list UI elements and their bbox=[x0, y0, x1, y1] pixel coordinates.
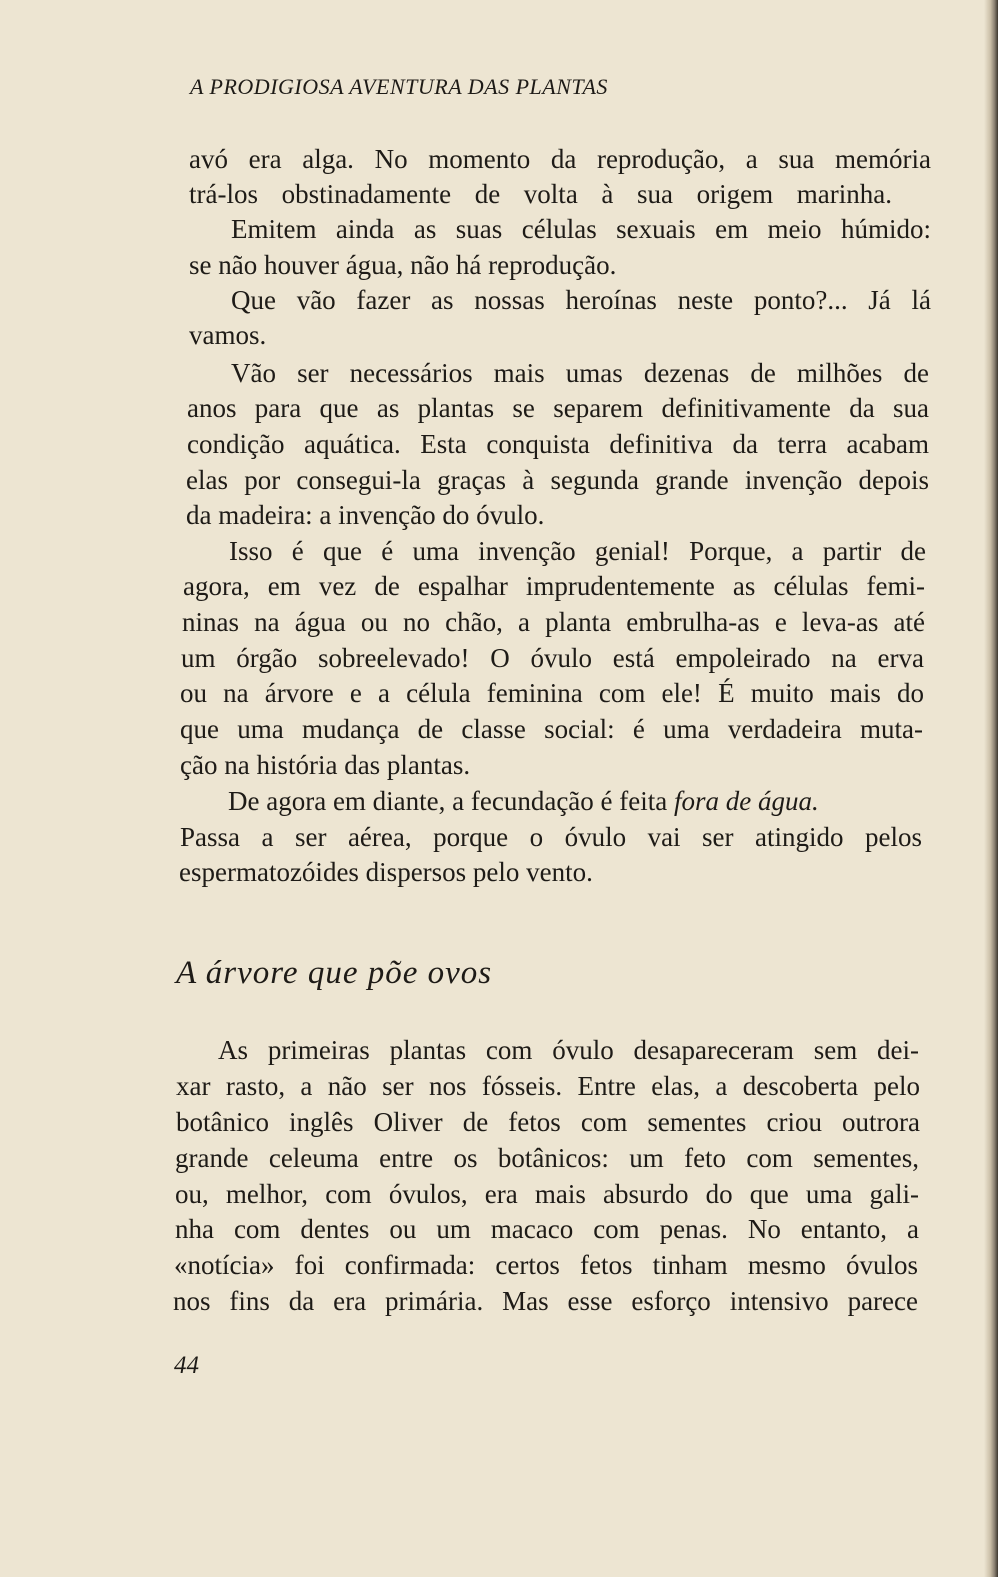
text-line: Que vão fazer as nossas heroínas neste ponto?... Já lá bbox=[231, 285, 931, 315]
text-line: xar rasto, a não ser nos fósseis. Entre elas, a descoberta pelo bbox=[176, 1071, 920, 1101]
text-line: ou na árvore e a célula feminina com ele! É muito mais do bbox=[180, 678, 924, 708]
section-heading: A árvore que põe ovos bbox=[176, 955, 493, 991]
running-head: A PRODIGIOSA AVENTURA DAS PLANTAS bbox=[190, 74, 608, 99]
text-line: ou, melhor, com óvulos, era mais absurdo do que uma gali- bbox=[175, 1179, 919, 1209]
text-line: da madeira: a invenção do óvulo. bbox=[186, 500, 545, 530]
text-line: Passa a ser aérea, porque o óvulo vai ser atingido pelos bbox=[180, 822, 922, 852]
text-line: vamos. bbox=[189, 320, 267, 350]
italic-phrase: fora de água. bbox=[674, 786, 819, 816]
text-fragment: De agora em diante, a fecundação é feita bbox=[228, 786, 668, 816]
text-line: que uma mudança de classe social: é uma verdadeira muta- bbox=[180, 714, 923, 744]
text-line: espermatozóides dispersos pelo vento. bbox=[179, 857, 593, 887]
text-line: Emitem ainda as suas células sexuais em meio húmido: bbox=[231, 214, 931, 244]
text-line: Vão ser necessários mais umas dezenas de milhões de bbox=[231, 358, 929, 388]
text-line bbox=[228, 784, 819, 818]
text-line: botânico inglês Oliver de fetos com sementes criou outrora bbox=[176, 1107, 920, 1137]
text-line: agora, em vez de espalhar imprudentemente as células femi- bbox=[183, 571, 925, 601]
text-line: trá-los obstinadamente de volta à sua origem marinha. bbox=[189, 179, 892, 209]
text-line: ninas na água ou no chão, a planta embrulha-as e leva-as até bbox=[182, 607, 925, 637]
text-line: Isso é que é uma invenção genial! Porque, a partir de bbox=[229, 536, 926, 566]
text-line: grande celeuma entre os botânicos: um feto com sementes, bbox=[175, 1143, 919, 1173]
text-line: «notícia» foi confirmada: certos fetos tinham mesmo óvulos bbox=[174, 1250, 918, 1280]
text-line: As primeiras plantas com óvulo desapareceram sem dei- bbox=[218, 1035, 919, 1065]
text-line: ção na história das plantas. bbox=[180, 750, 471, 780]
text-line: avó era alga. No momento da reprodução, a sua memória bbox=[189, 144, 931, 174]
text-line: nos fins da era primária. Mas esse esforço intensivo parece bbox=[173, 1286, 918, 1316]
text-line: se não houver água, não há reprodução. bbox=[189, 250, 617, 280]
text-line: elas por consegui-la graças à segunda grande invenção depois bbox=[186, 465, 929, 495]
text-line: um órgão sobreelevado! O óvulo está empoleirado na erva bbox=[181, 643, 924, 673]
page-edge bbox=[984, 0, 998, 1577]
text-line: condição aquática. Esta conquista definitiva da terra acabam bbox=[187, 429, 929, 459]
text-line: nha com dentes ou um macaco com penas. No entanto, a bbox=[175, 1214, 919, 1244]
page-number: 44 bbox=[174, 1352, 199, 1379]
text-line: anos para que as plantas se separem definitivamente da sua bbox=[187, 393, 929, 423]
